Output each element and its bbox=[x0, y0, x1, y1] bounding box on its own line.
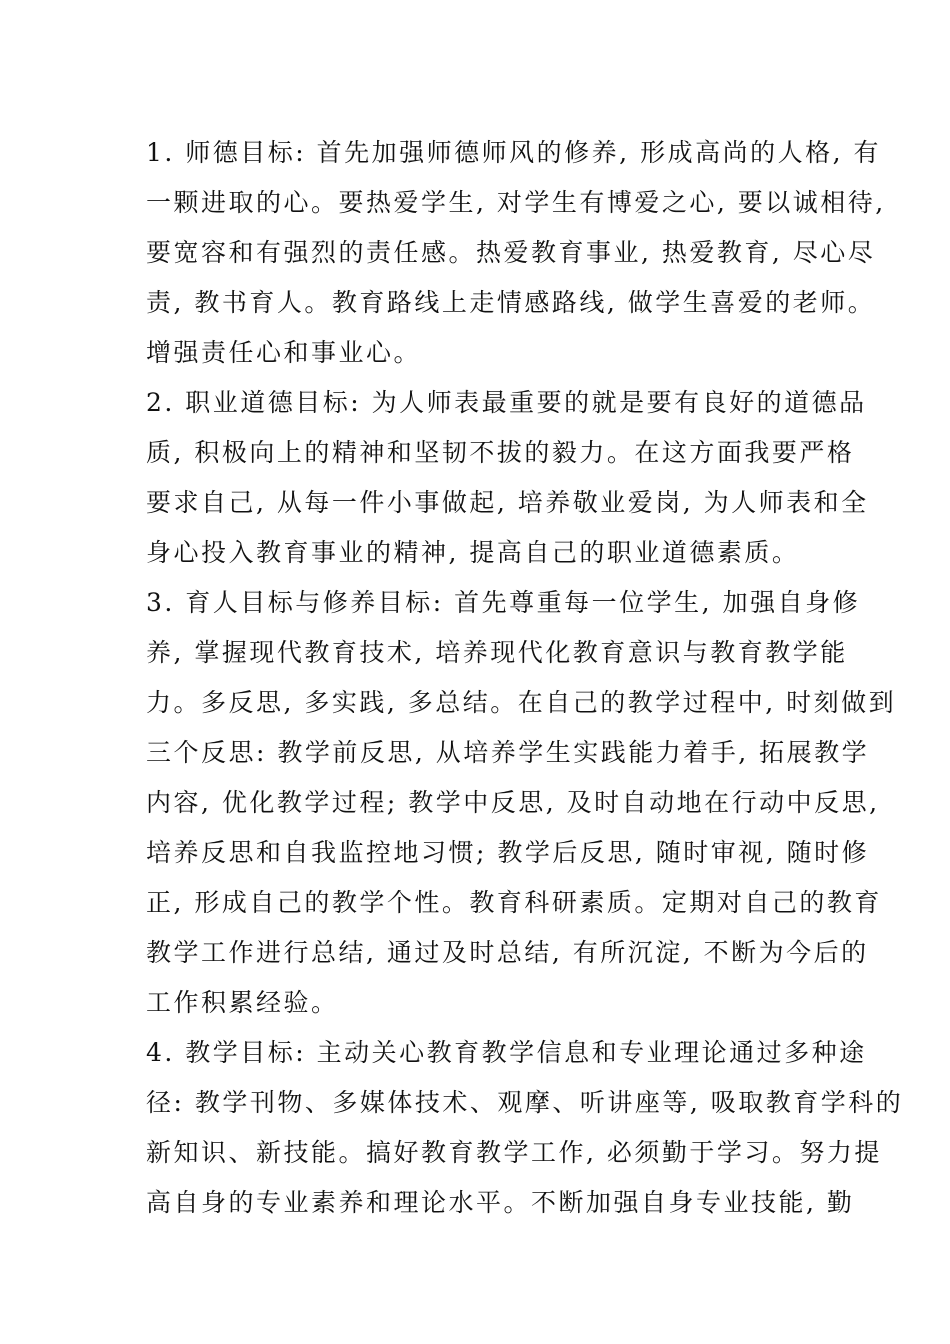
text-line: 要求自己, 从每一件小事做起, 培养敬业爱岗, 为人师表和全 bbox=[146, 488, 869, 517]
document-body bbox=[146, 128, 904, 1228]
text-line: 2. 职业道德目标: 为人师表最重要的就是要有良好的道德品 bbox=[146, 388, 867, 417]
text-line: 培养反思和自我监控地习惯; 教学后反思, 随时审视, 随时修 bbox=[146, 838, 870, 867]
text-line: 养, 掌握现代教育技术, 培养现代化教育意识与教育教学能 bbox=[146, 638, 848, 667]
paragraph-teacher-ethics-goal bbox=[146, 128, 886, 378]
text-line: 工作积累经验。 bbox=[146, 988, 339, 1017]
text-line: 要宽容和有强烈的责任感。热爱教育事业, 热爱教育, 尽心尽 bbox=[146, 238, 876, 267]
text-line: 增强责任心和事业心。 bbox=[146, 338, 422, 367]
text-line: 三个反思: 教学前反思, 从培养学生实践能力着手, 拓展教学 bbox=[146, 738, 870, 767]
text-line: 内容, 优化教学过程; 教学中反思, 及时自动地在行动中反思, bbox=[146, 788, 880, 817]
paragraph-teaching-goal bbox=[146, 1028, 904, 1228]
text-line: 力。多反思, 多实践, 多总结。在自己的教学过程中, 时刻做到 bbox=[146, 688, 897, 717]
text-line: 高自身的专业素养和理论水平。不断加强自身专业技能, 勤 bbox=[146, 1188, 855, 1217]
text-line: 新知识、新技能。搞好教育教学工作, 必须勤于学习。努力提 bbox=[146, 1138, 882, 1167]
text-line: 质, 积极向上的精神和坚韧不拔的毅力。在这方面我要严格 bbox=[146, 438, 855, 467]
text-line: 3. 育人目标与修养目标: 首先尊重每一位学生, 加强自身修 bbox=[146, 588, 861, 617]
paragraph-education-cultivation-goal bbox=[146, 578, 897, 1028]
text-line: 4. 教学目标: 主动关心教育教学信息和专业理论通过多种途 bbox=[146, 1038, 867, 1067]
text-line: 径: 教学刊物、多媒体技术、观摩、听讲座等, 吸取教育学科的 bbox=[146, 1088, 904, 1117]
text-line: 教学工作进行总结, 通过及时总结, 有所沉淀, 不断为今后的 bbox=[146, 938, 869, 967]
text-line: 正, 形成自己的教学个性。教育科研素质。定期对自己的教育 bbox=[146, 888, 882, 917]
text-line: 1. 师德目标: 首先加强师德师风的修养, 形成高尚的人格, 有 bbox=[146, 138, 881, 167]
text-line: 身心投入教育事业的精神, 提高自己的职业道德素质。 bbox=[146, 538, 800, 567]
text-line: 责, 教书育人。教育路线上走情感路线, 做学生喜爱的老师。 bbox=[146, 288, 876, 317]
text-line: 一颗进取的心。要热爱学生, 对学生有博爱之心, 要以诚相待, bbox=[146, 188, 886, 217]
paragraph-professional-ethics-goal bbox=[146, 378, 869, 578]
